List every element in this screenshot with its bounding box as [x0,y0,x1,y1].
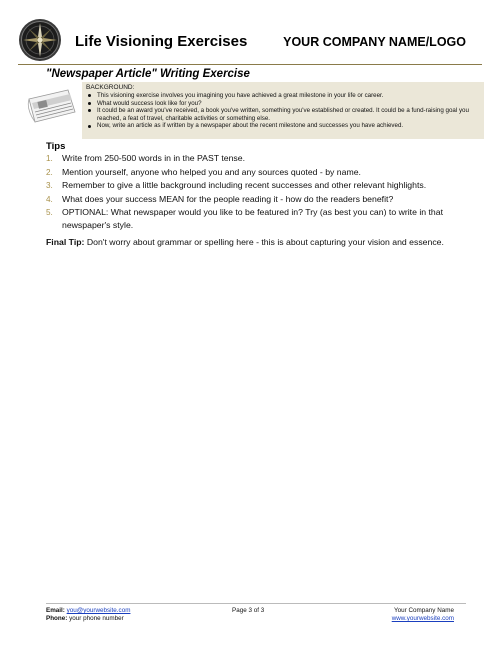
tip-item [46,193,466,206]
bullet-icon [88,94,91,97]
background-label: BACKGROUND: [86,84,135,91]
bullet-icon [88,109,91,112]
tip-number: 4. [46,194,53,204]
company-name: Your Company Name [394,607,454,614]
background-item-text: This visioning exercise involves you imagining you have achieved a great milestone in your life or career. [97,92,384,99]
tip-number: 5. [46,208,53,217]
tip-number: 3. [46,181,53,190]
tip-item [46,206,466,232]
newspaper-icon [26,87,78,125]
email-link[interactable]: you@yourwebsite.com [66,607,131,614]
tip-text: Mention yourself, anyone who helped you and any sources quoted - by name. [62,166,361,177]
tip-text: OPTIONAL: What newspaper would you like to be featured in? Try (as best you can) to write in that newspaper's style. [62,207,443,230]
compass-icon [18,18,62,62]
final-tip-text: Don't worry about grammar or spelling here - this is about capturing your vision and essence. [84,237,444,247]
tip-text: What does your success MEAN for the people reading it - how do the readers benefit? [62,193,394,204]
page-header [18,18,482,66]
tip-item [46,179,466,192]
header-divider [18,64,482,65]
footer-contact [46,607,130,624]
website-link[interactable]: www.yourwebsite.com [391,615,454,623]
background-item-text: What would success look like for you? [97,99,202,107]
exercise-title: "Newspaper Article" Writing Exercise [46,68,250,80]
background-item [86,122,482,130]
phone-label: Phone: [46,615,68,623]
final-tip [46,236,466,248]
final-tip-label: Final Tip: [46,237,85,247]
background-box [82,82,484,139]
bullet-icon [88,102,91,105]
phone-value: your phone number [69,615,124,623]
background-item [86,107,482,122]
background-item-text: It could be an award you've received, a book you've written, something you've established or created. It could be a fund-raising goal you reached, a feat of travel, charitable activities or something else. [97,107,469,122]
tip-item [46,166,466,179]
bullet-icon [88,125,91,128]
email-label: Email: [46,607,65,614]
tip-number: 2. [46,167,53,177]
background-item [86,100,482,108]
footer-company [392,607,454,624]
page-number: Page 3 of 3 [232,607,265,614]
footer-divider [46,603,466,604]
tips-list [46,152,466,233]
tip-text: Remember to give a little background including recent successes and other relevant highlights. [62,180,427,190]
tips-heading: Tips [46,141,66,152]
background-item [86,92,482,100]
background-list [86,92,482,130]
tip-text: Write from 250-500 words in in the PAST tense. [62,153,246,163]
background-item-text: Now, write an article as if written by a newspaper about the recent milestone and successes you have achieved. [97,122,404,130]
tip-item [46,152,466,165]
company-logo-text: YOUR COMPANY NAME/LOGO [283,35,466,49]
app-title: Life Visioning Exercises [75,33,248,50]
tip-number: 1. [46,154,53,163]
